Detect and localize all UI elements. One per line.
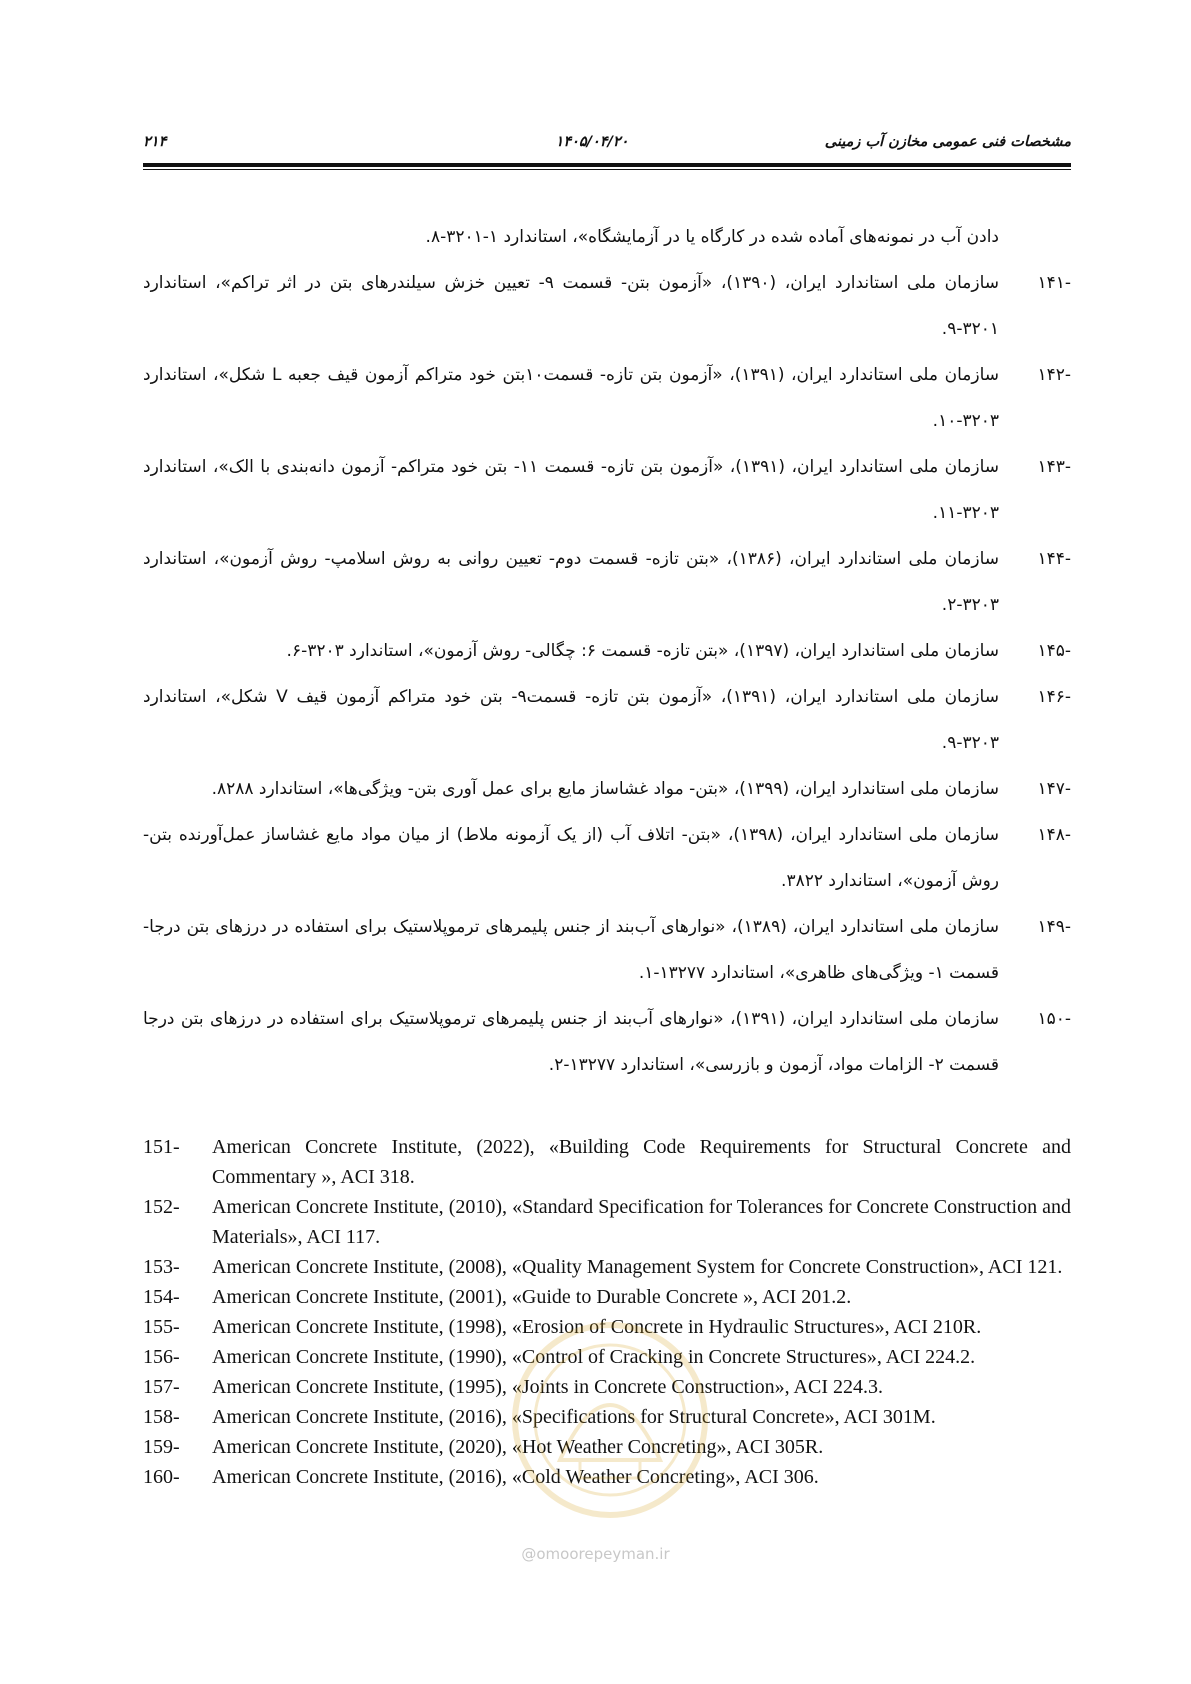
- reference-text: American Concrete Institute, (2008), «Quality Management System for Concrete Construction», ACI 121.: [212, 1256, 1063, 1278]
- reference-text: سازمان ملی استاندارد ایران، (۱۳۸۶)، «بتن تازه- قسمت دوم- تعیین روانی به روش اسلامپ- روش آزمون»، استاندارد ۳۲۰۳-۲.: [143, 549, 999, 615]
- reference-continuation: دادن آب در نمونه‌های آماده شده در کارگاه یا در آزمایشگاه»، استاندارد ۱-۳۲۰۱-۸.: [425, 227, 999, 247]
- reference-text: سازمان ملی استاندارد ایران، (۱۳۸۹)، «نوارهای آب‌بند از جنس پلیمرهای ترموپلاستیک برای استفاده در درزهای بتن درجا- قسمت ۱- ویژگی‌های ظاهری»، استاندارد ۱۳۲۷۷-۱.: [143, 917, 999, 983]
- reference-item: [143, 352, 1071, 444]
- reference-text: سازمان ملی استاندارد ایران، (۱۳۹۹)، «بتن- مواد غشاساز مایع برای عمل آوری بتن- ویژگی‌ها»، استاندارد ۸۲۸۸.: [211, 779, 999, 799]
- watermark-url: @omoorepeyman.ir: [521, 1545, 670, 1563]
- reference-number: 153-: [143, 1256, 180, 1278]
- reference-number: 157-: [143, 1376, 180, 1398]
- reference-item: [143, 260, 1071, 352]
- reference-number: 159-: [143, 1436, 180, 1458]
- reference-item: [143, 996, 1071, 1088]
- reference-number: 155-: [143, 1316, 180, 1338]
- reference-item: [143, 1312, 1071, 1342]
- reference-text: American Concrete Institute, (2010), «Standard Specification for Tolerances for Concrete Construction and Materials», ACI 117.: [212, 1196, 1071, 1248]
- reference-text: American Concrete Institute, (2001), «Guide to Durable Concrete », ACI 201.2.: [212, 1286, 852, 1308]
- reference-text: سازمان ملی استاندارد ایران، (۱۳۹۸)، «بتن- اتلاف آب (از یک آزمونه ملاط) از میان مواد مایع غشاساز عمل‌آورنده بتن-روش آزمون»، استاندارد ۳۸۲۲.: [143, 825, 999, 891]
- reference-text: سازمان ملی استاندارد ایران، (۱۳۹۱)، «آزمون بتن تازه- قسمت۹- بتن خود متراکم آزمون قیف V شکل»، استاندارد ۳۲۰۳-۹.: [143, 687, 999, 753]
- document-title: مشخصات فنی عمومی مخازن آب زمینی: [824, 134, 1071, 150]
- reference-item: [143, 674, 1071, 766]
- reference-number: -۱۴۸: [1037, 825, 1071, 845]
- reference-item: [143, 1282, 1071, 1312]
- reference-item: [143, 1402, 1071, 1432]
- reference-number: 152-: [143, 1196, 180, 1218]
- reference-item: [143, 1132, 1071, 1192]
- reference-text: سازمان ملی استاندارد ایران، (۱۳۹۱)، «آزمون بتن تازه- قسمت۱۰بتن خود متراکم آزمون قیف جعبه L شکل»، استاندارد ۳۲۰۳-۱۰.: [143, 365, 999, 431]
- reference-number: 151-: [143, 1136, 180, 1158]
- page-number: ۲۱۴: [143, 134, 167, 150]
- reference-text: American Concrete Institute, (1998), «Erosion of Concrete in Hydraulic Structures», ACI 210R.: [212, 1316, 982, 1338]
- reference-item: [143, 1372, 1071, 1402]
- reference-number: 154-: [143, 1286, 180, 1308]
- reference-text: سازمان ملی استاندارد ایران، (۱۳۹۱)، «نوارهای آب‌بند از جنس پلیمرهای ترموپلاستیک برای استفاده در درزهای بتن درجا قسمت ۲- الزامات مواد، آزمون و بازرسی»، استاندارد ۱۳۲۷۷-۲.: [143, 1009, 999, 1075]
- persian-references: [143, 214, 1071, 1088]
- header-rule-thin: [143, 169, 1071, 170]
- reference-item: [143, 536, 1071, 628]
- reference-text: American Concrete Institute, (1995), «Joints in Concrete Construction», ACI 224.3.: [212, 1376, 883, 1398]
- reference-number: -۱۴۷: [1037, 779, 1071, 799]
- page-header: [143, 130, 1071, 160]
- reference-text: American Concrete Institute, (2022), «Building Code Requirements for Structural Concrete and Commentary », ACI 318.: [212, 1136, 1071, 1188]
- reference-item: [143, 444, 1071, 536]
- reference-number: -۱۴۹: [1037, 917, 1071, 937]
- reference-text: American Concrete Institute, (2016), «Cold Weather Concreting», ACI 306.: [212, 1466, 819, 1488]
- reference-text: سازمان ملی استاندارد ایران، (۱۳۹۰)، «آزمون بتن- قسمت ۹- تعیین خزش سیلندرهای بتن در اثر تراکم»، استاندارد ۳۲۰۱-۹.: [143, 273, 999, 339]
- english-references: [143, 1132, 1071, 1492]
- reference-item: [143, 812, 1071, 904]
- reference-item: [143, 766, 1071, 812]
- reference-text: سازمان ملی استاندارد ایران، (۱۳۹۷)، «بتن تازه- قسمت ۶: چگالی- روش آزمون»، استاندارد ۳۲۰۳-۶.: [286, 641, 999, 661]
- reference-number: -۱۵۰: [1037, 1009, 1071, 1029]
- document-date: ۱۴۰۵/۰۴/۲۰: [555, 134, 629, 150]
- reference-number: -۱۴۱: [1037, 273, 1071, 293]
- reference-item: [143, 1192, 1071, 1252]
- reference-item: [143, 904, 1071, 996]
- header-rule-thick: [143, 163, 1071, 167]
- reference-number: -۱۴۴: [1037, 549, 1071, 569]
- reference-text: American Concrete Institute, (2016), «Specifications for Structural Concrete», ACI 301M.: [212, 1406, 936, 1428]
- reference-item: [143, 1342, 1071, 1372]
- reference-item: [143, 628, 1071, 674]
- reference-number: 160-: [143, 1466, 180, 1488]
- reference-text: سازمان ملی استاندارد ایران، (۱۳۹۱)، «آزمون بتن تازه- قسمت ۱۱- بتن خود متراکم- آزمون دانه‌بندی با الک»، استاندارد ۳۲۰۳-۱۱.: [143, 457, 999, 523]
- reference-number: -۱۴۲: [1037, 365, 1071, 385]
- reference-text: American Concrete Institute, (1990), «Control of Cracking in Concrete Structures», ACI 224.2.: [212, 1346, 976, 1368]
- reference-number: 158-: [143, 1406, 180, 1428]
- reference-item: [143, 1432, 1071, 1462]
- reference-number: -۱۴۵: [1037, 641, 1071, 661]
- reference-number: 156-: [143, 1346, 180, 1368]
- reference-number: -۱۴۶: [1037, 687, 1071, 707]
- reference-item: [143, 1462, 1071, 1492]
- reference-item: [143, 1252, 1071, 1282]
- reference-text: American Concrete Institute, (2020), «Hot Weather Concreting», ACI 305R.: [212, 1436, 824, 1458]
- reference-number: -۱۴۳: [1037, 457, 1071, 477]
